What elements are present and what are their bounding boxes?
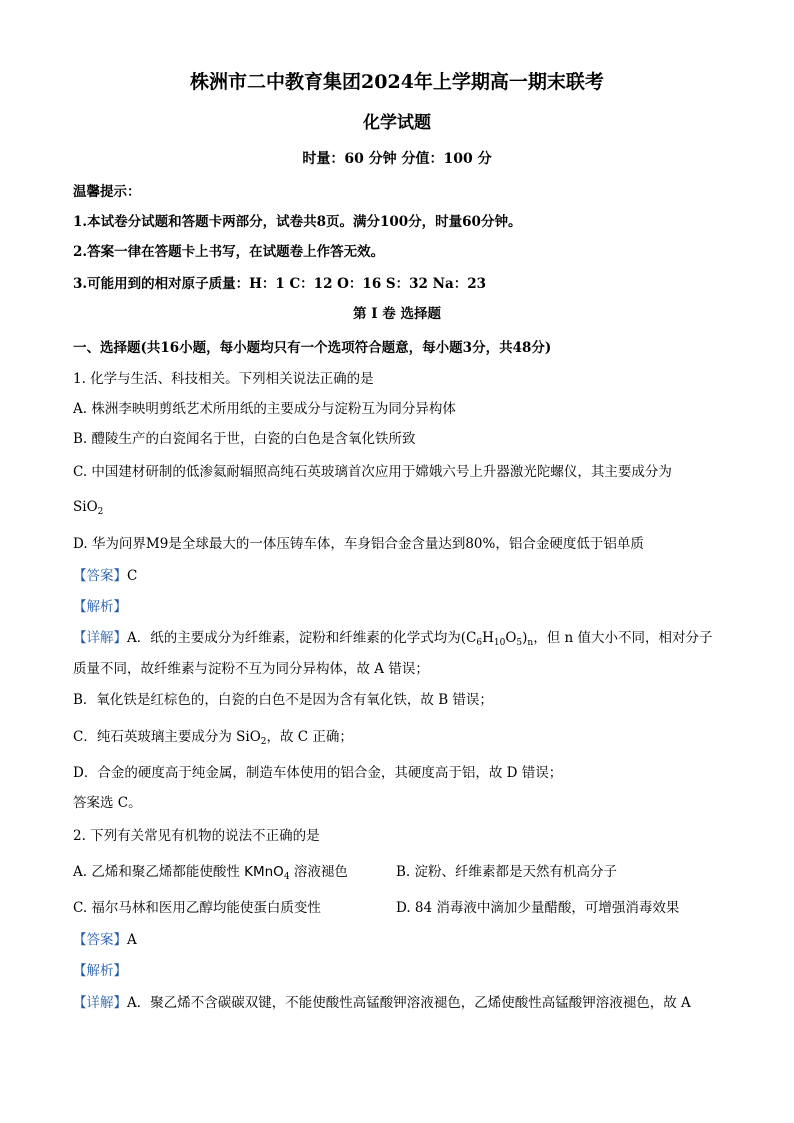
answer-tag: 【答案】 [73, 932, 127, 948]
answer-tag: 【答案】 [73, 568, 127, 584]
part-title: 第 I 卷 选择题 [353, 306, 441, 322]
note-item-3: 3.可能用到的相对原子质量：H：1 C：12 O：16 S：32 Na：23 [73, 276, 487, 292]
q1-detail-b: B．氧化铁是红棕色的，白瓷的白色不是因为含有氧化铁，故 B 错误； [73, 692, 493, 708]
detail-tag: 【详解】 [73, 630, 127, 646]
q1-conclusion: 答案选 C。 [73, 795, 142, 811]
q1-option-c-formula: SiO$_2$ [73, 499, 104, 517]
q1-analysis-tag: 【解析】 [73, 599, 127, 615]
q1-option-d: D. 华为问界M9是全球最大的一体压铸车体，车身铝合金含量达到80%，铝合金硬度低于铝单质 [73, 536, 644, 552]
q2-answer: 【答案】A [73, 932, 137, 948]
q2-option-b: B. 淀粉、纤维素都是天然有机高分子 [396, 864, 618, 880]
section-heading: 一、选择题(共16小题，每小题均只有一个选项符合题意，每小题3分，共48分) [73, 340, 552, 356]
q2-option-a: A. 乙烯和聚乙烯都能使酸性 KMnO$_4$ 溶液褪色 [73, 864, 348, 882]
q1-detail-c: C．纯石英玻璃主要成分为 SiO$_2$，故 C 正确； [73, 729, 353, 747]
q1-detail-a-line2: 质量不同，故纤维素与淀粉不互为同分异构体，故 A 错误； [73, 661, 429, 677]
q2-option-c: C. 福尔马林和医用乙醇均能使蛋白质变性 [73, 900, 321, 916]
q1-option-a: A. 株洲李映明剪纸艺术所用纸的主要成分与淀粉互为同分异构体 [73, 401, 456, 417]
q2-detail-a: 【详解】A．聚乙烯不含碳碳双键，不能使酸性高锰酸钾溶液褪色，乙烯使酸性高锰酸钾溶液褪色，故 A [73, 995, 691, 1011]
q1-answer: 【答案】C [73, 568, 138, 584]
exam-title: 株洲市二中教育集团2024年上学期高一期末联考 [190, 71, 604, 93]
q1-option-b: B. 醴陵生产的白瓷闻名于世，白瓷的白色是含氧化铁所致 [73, 431, 416, 447]
notes-heading: 温馨提示： [73, 184, 141, 200]
q1-detail-d: D．合金的硬度高于纯金属，制造车体使用的铝合金，其硬度高于铝，故 D 错误； [73, 765, 563, 781]
q2-option-d: D. 84 消毒液中滴加少量醋酸，可增强消毒效果 [396, 900, 680, 916]
time-score: 时量：60 分钟 分值：100 分 [302, 151, 492, 167]
note-item-2: 2.答案一律在答题卡上书写，在试题卷上作答无效。 [73, 244, 385, 260]
q1-stem: 1. 化学与生活、科技相关。下列相关说法正确的是 [73, 371, 374, 387]
q1-detail-a-line1: 【详解】A．纸的主要成分为纤维素，淀粉和纤维素的化学式均为$(C_6H_{10}O_5)_n$，但 n 值大小不同，相对分子 [73, 630, 713, 648]
note-item-1: 1.本试卷分试题和答题卡两部分，试卷共8页。满分100分，时量60分钟。 [73, 214, 522, 230]
detail-tag: 【详解】 [73, 995, 127, 1011]
q2-analysis-tag: 【解析】 [73, 963, 127, 979]
q2-stem: 2. 下列有关常见有机物的说法不正确的是 [73, 828, 320, 844]
q1-option-c: C. 中国建材研制的低渗氦耐辐照高纯石英玻璃首次应用于嫦娥六号上升器激光陀螺仪，其主要成分为 [73, 464, 672, 480]
subject-title: 化学试题 [363, 113, 431, 133]
